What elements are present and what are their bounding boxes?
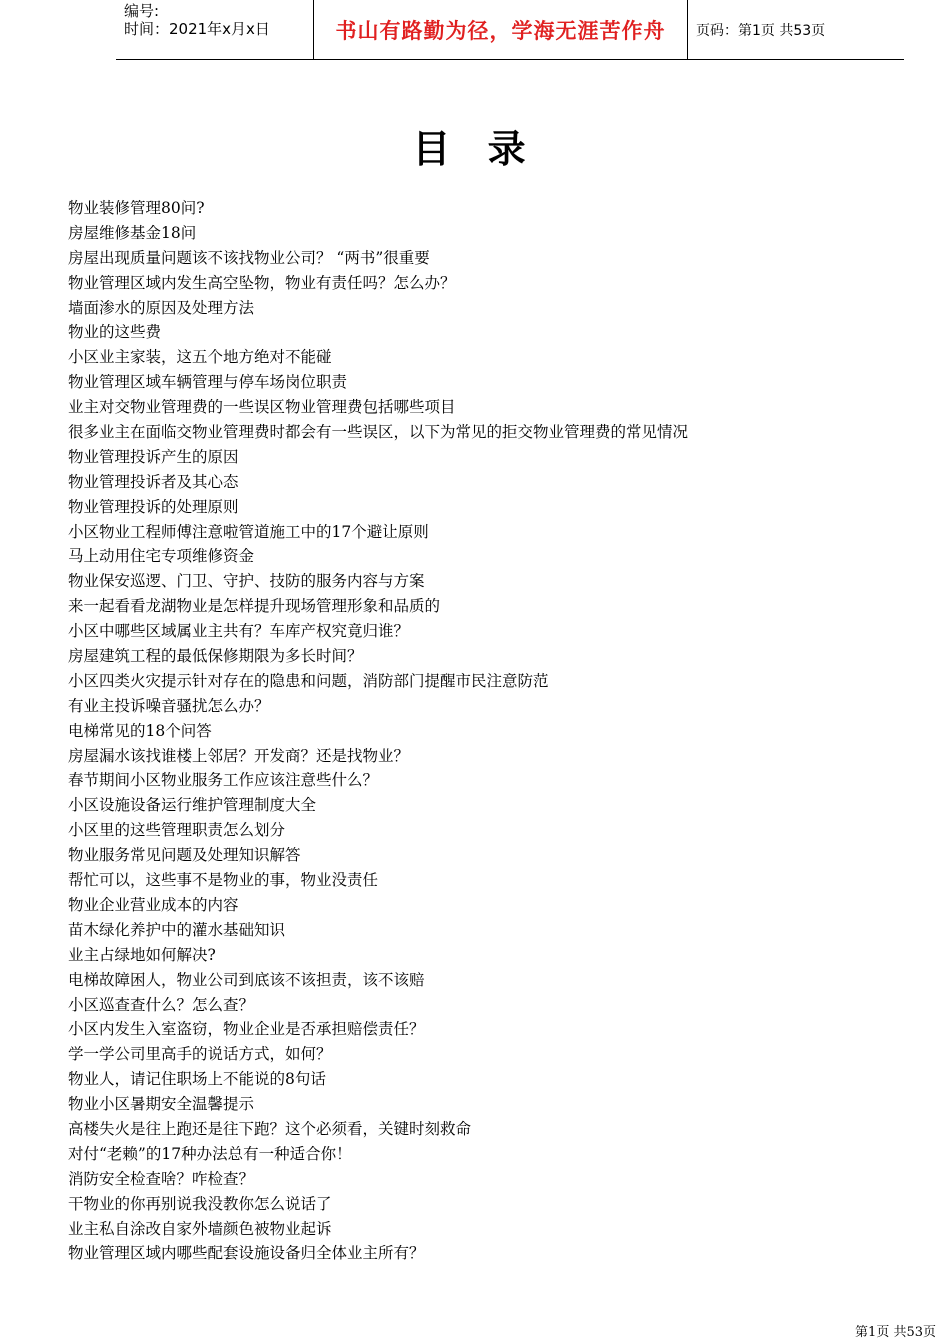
- toc-item[interactable]: 有业主投诉噪音骚扰怎么办？: [68, 696, 270, 715]
- header-motto: 书山有路勤为径，学海无涯苦作舟: [314, 0, 688, 59]
- toc-item[interactable]: 业主私自涂改自家外墙颜色被物业起诉: [68, 1219, 332, 1238]
- toc-item[interactable]: 物业的这些费: [68, 323, 162, 342]
- toc-item[interactable]: 物业装修管理80问?: [68, 199, 205, 217]
- header-page-info: 页码：第1页 共53页: [696, 22, 826, 39]
- toc-item[interactable]: 马上动用住宅专项维修资金: [68, 547, 255, 566]
- toc-item[interactable]: 很多业主在面临交物业管理费时都会有一些误区，以下为常见的拒交物业管理费的常见情况: [68, 423, 689, 442]
- toc-item[interactable]: 物业保安巡逻、门卫、守护、技防的服务内容与方案: [68, 572, 425, 591]
- toc-item[interactable]: 电梯故障困人，物业公司到底该不该担责，该不该赔: [68, 970, 425, 989]
- toc-item[interactable]: 小区设施设备运行维护管理制度大全: [68, 796, 317, 815]
- toc-item[interactable]: 苗木绿化养护中的灌水基础知识: [68, 920, 286, 939]
- number-label: 编号:: [124, 2, 160, 20]
- toc-item[interactable]: 物业企业营业成本的内容: [68, 895, 239, 914]
- page-title: 目 录: [412, 127, 538, 171]
- toc-item[interactable]: 帮忙可以，这些事不是物业的事，物业没责任: [68, 871, 379, 890]
- toc-item[interactable]: 房屋建筑工程的最低保修期限为多长时间？: [68, 647, 363, 666]
- toc-item[interactable]: 房屋维修基金18问: [68, 223, 197, 242]
- table-of-contents: [68, 196, 928, 1266]
- toc-item[interactable]: 小区内发生入室盗窃，物业企业是否承担赔偿责任？: [68, 1020, 425, 1039]
- toc-item[interactable]: 小区中哪些区域属业主共有？车库产权究竟归谁？: [68, 622, 410, 641]
- page-footer: 第1页 共53页: [855, 1325, 936, 1340]
- time-label: 时间：2021年x月x日: [124, 20, 270, 38]
- toc-item[interactable]: 房屋出现质量问题该不该找物业公司？ “两书”很重要: [68, 248, 430, 267]
- toc-item[interactable]: 来一起看看龙湖物业是怎样提升现场管理形象和品质的: [68, 597, 441, 616]
- toc-item[interactable]: 春节期间小区物业服务工作应该注意些什么？: [68, 771, 379, 790]
- toc-item[interactable]: 干物业的你再别说我没教你怎么说话了: [68, 1194, 332, 1213]
- toc-item[interactable]: 小区业主家装，这五个地方绝对不能碰: [68, 348, 332, 367]
- toc-item[interactable]: 小区物业工程师傅注意啦管道施工中的17个避让原则: [68, 522, 429, 541]
- toc-item[interactable]: 消防安全检查啥？咋检查？: [68, 1169, 255, 1188]
- toc-item[interactable]: 小区四类火灾提示针对存在的隐患和问题，消防部门提醒市民注意防范: [68, 671, 549, 690]
- toc-item[interactable]: 物业管理区域内哪些配套设施设备归全体业主所有？: [68, 1244, 425, 1263]
- header-meta: [116, 0, 314, 59]
- toc-item[interactable]: 物业小区暑期安全温馨提示: [68, 1095, 255, 1114]
- toc-item[interactable]: 物业管理投诉的处理原则: [68, 497, 239, 516]
- page-header: [116, 0, 904, 60]
- toc-item[interactable]: 物业管理区域内发生高空坠物，物业有责任吗？怎么办？: [68, 273, 456, 292]
- toc-item[interactable]: 墙面渗水的原因及处理方法: [68, 298, 255, 317]
- toc-item[interactable]: 小区里的这些管理职责怎么划分: [68, 821, 286, 840]
- toc-item[interactable]: 物业管理投诉产生的原因: [68, 447, 239, 466]
- toc-item[interactable]: 物业人，请记住职场上不能说的8句话: [68, 1070, 326, 1089]
- toc-item[interactable]: 学一学公司里高手的说话方式，如何？: [68, 1045, 332, 1064]
- toc-item[interactable]: 高楼失火是往上跑还是往下跑？这个必须看，关键时刻救命: [68, 1119, 472, 1138]
- toc-item[interactable]: 电梯常见的18个问答: [68, 721, 212, 740]
- toc-item[interactable]: 房屋漏水该找谁楼上邻居？开发商？还是找物业？: [68, 746, 410, 765]
- toc-item[interactable]: 业主占绿地如何解决?: [68, 945, 216, 964]
- toc-item[interactable]: 物业管理区域车辆管理与停车场岗位职责: [68, 373, 348, 392]
- toc-item[interactable]: 物业服务常见问题及处理知识解答: [68, 846, 301, 865]
- toc-item[interactable]: 小区巡查查什么？怎么查？: [68, 995, 255, 1014]
- toc-item[interactable]: 对付“老赖”的17种办法总有一种适合你！: [68, 1144, 352, 1163]
- toc-item[interactable]: 业主对交物业管理费的一些误区物业管理费包括哪些项目: [68, 398, 456, 417]
- toc-item[interactable]: 物业管理投诉者及其心态: [68, 472, 239, 491]
